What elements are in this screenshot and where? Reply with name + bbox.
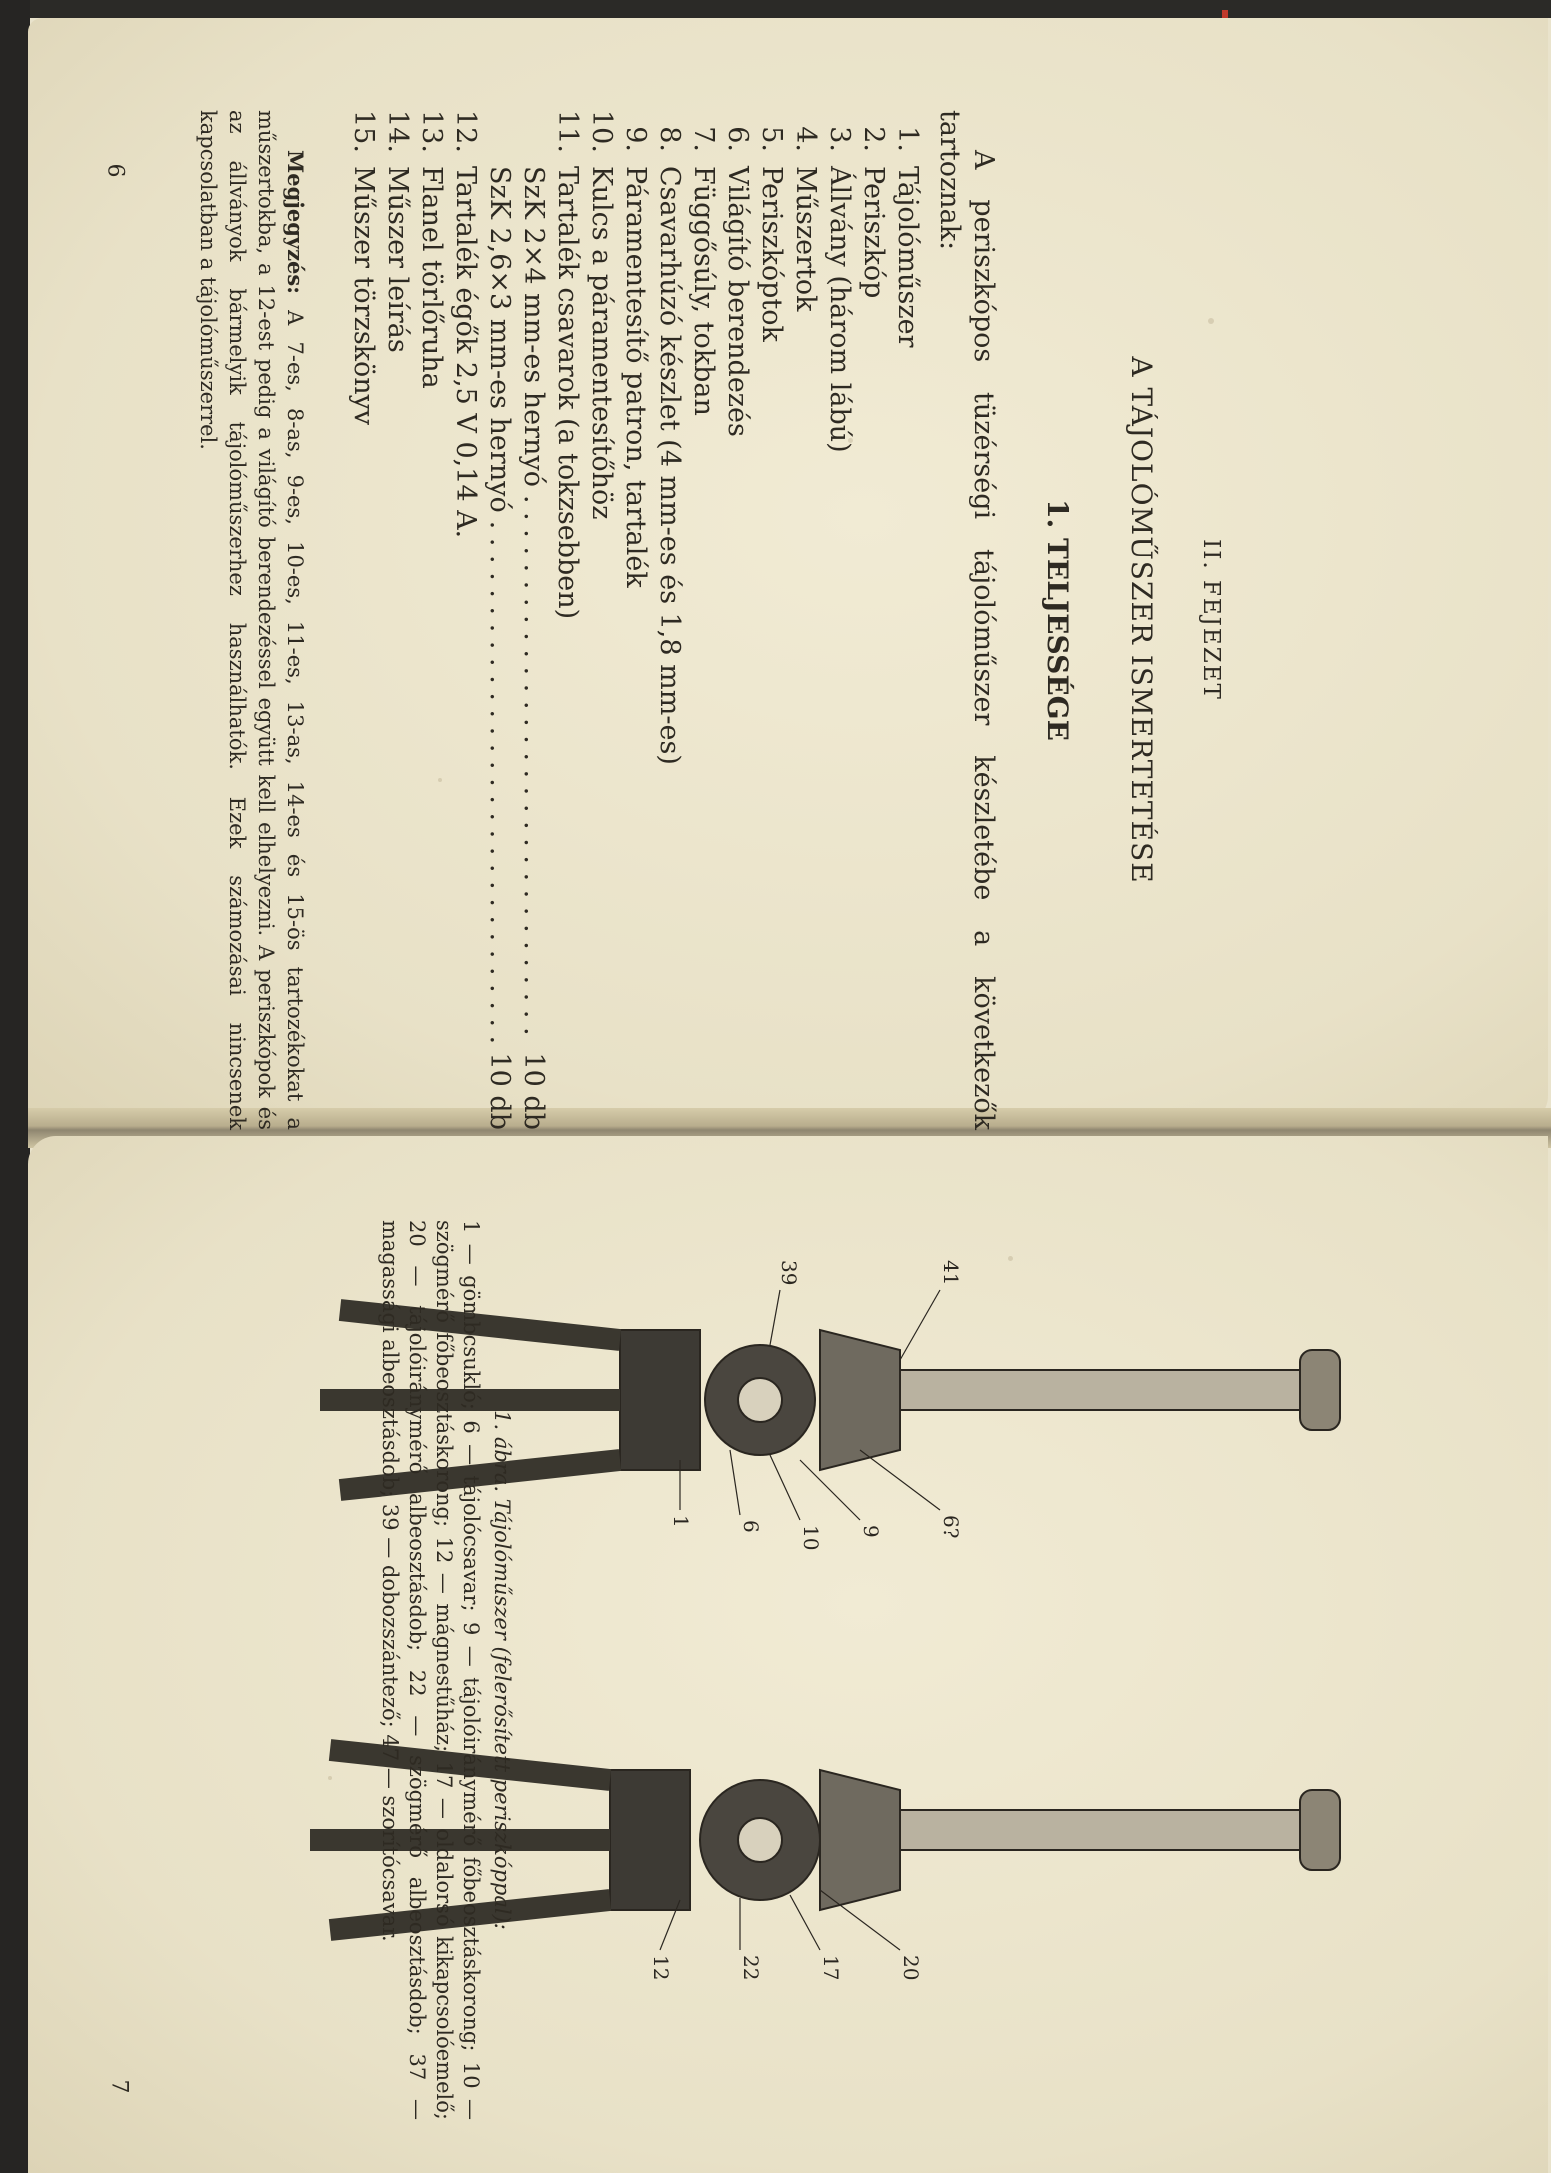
list-item-number: 4. — [790, 126, 821, 152]
list-item-number: 8. — [654, 126, 685, 152]
list-item-number: 9. — [620, 126, 651, 152]
caption-text: 1 — gömbcsukló; 6 — tájolócsavar; 9 — tájolóiránymérő főbeosztáskorong; 10 — szögmérő főbeosztáskorong; 12 — mágnestűház; 17 — oldalorsó kikapcsolóemelő; 20 — tájolóiránymérő albeosztásdob; 22 — szögmérő albeosztásdob; 37 — magassági albeosztásdob; 39 — dobozszántező; 47 — szorítócsavar. — [378, 1220, 483, 2120]
list-item-number: 12. — [450, 110, 481, 153]
list-item-text: Kulcs a páramentesítőhöz — [586, 166, 617, 520]
label-1: 6? — [939, 1515, 963, 1539]
list-item-text: Műszer törzskönyv — [348, 166, 379, 426]
label-9: 17 — [819, 1955, 843, 1981]
spare-screw-item — [516, 110, 550, 1130]
list-item — [346, 110, 380, 1130]
label-7: 39 — [777, 1260, 801, 1286]
list-item-text: Páramentesítő patron, tartalék — [620, 166, 651, 588]
list-item-text: Csavarhúzó készlet (4 mm-es és 1,8 mm-es) — [654, 166, 685, 765]
upper-page-text — [108, 110, 1228, 1130]
label-2: 9 — [859, 1525, 883, 1538]
list-item-number: 13. — [416, 110, 447, 153]
list-item-text: Periszkóptok — [756, 166, 787, 342]
list-item-number: 10. — [586, 110, 617, 153]
note-paragraph — [193, 110, 310, 1130]
spare-screw-quantity: 10 db — [518, 1052, 549, 1130]
page-number-upper: 6 — [102, 163, 128, 178]
label-5: 1 — [669, 1515, 693, 1528]
section-heading: 1. TELJESSÉGE — [1041, 499, 1074, 741]
scan-top-edge — [0, 0, 1551, 18]
list-item — [686, 110, 720, 1130]
list-item-number: 3. — [824, 126, 855, 152]
page-title: A TÁJOLÓMŰSZER ISMERTETÉSE — [1125, 356, 1158, 884]
list-item-number: 1. — [892, 126, 923, 152]
list-item — [652, 110, 686, 1130]
list-item-text: Tartalék égők 2,5 V 0,14 A. — [450, 166, 481, 539]
spare-screw-item — [482, 110, 516, 1130]
list-item — [448, 110, 482, 1130]
chapter-heading: II. FEJEZET — [1198, 539, 1224, 701]
label-6: 41 — [939, 1260, 963, 1286]
list-item-text: Műszer leírás — [382, 166, 413, 353]
list-item-text: Tájolóműszer — [892, 166, 923, 348]
list-item — [380, 110, 414, 1130]
list-item-number: 7. — [688, 126, 719, 152]
label-3: 10 — [799, 1525, 823, 1551]
list-item-text: Állvány (három lábú) — [824, 166, 855, 453]
label-4: 6 — [739, 1520, 763, 1533]
contents-list-continued — [346, 110, 482, 1130]
label-8: 20 — [899, 1955, 923, 1981]
intro-paragraph: A periszkópos tüzérségi tájolóműszer készletébe a következők tartoznak: — [934, 110, 999, 1130]
spare-screw-quantity: 10 db — [484, 1052, 515, 1130]
caption-title: 1. ábra. Tájolóműszer (felerősített periszkóppal): — [490, 1410, 514, 1930]
list-item-text: Világító berendezés — [722, 166, 753, 437]
list-item-number: 11. — [552, 110, 583, 153]
scan-left-edge — [0, 0, 30, 2173]
list-item — [754, 110, 788, 1130]
spare-screws-list — [482, 110, 550, 1130]
leader-dots — [482, 521, 516, 1045]
list-item — [856, 110, 890, 1130]
list-item — [550, 110, 584, 1130]
list-item-text: Flanel törlőruha — [416, 166, 447, 389]
note-text: A 7-es, 8-as, 9-es, 10-es, 11-es, 13-as, 14-es és 15-ös tartozékokat a műszertokba, a 12-est pedig a világító berendezéssel együtt kell elhelyezni. A periszkópok és az állványok bármelyik tájolóműszerhez használhatók. Ezek számozásai nincsenek kapcsolatban a tájolóműszerrel. — [196, 110, 307, 1130]
page-number-lower: 7 — [106, 2079, 132, 2094]
figure-caption — [376, 1220, 515, 2120]
list-item-number: 2. — [858, 126, 889, 152]
spare-screw-text: SzK 2,6×3 mm-es hernyó — [484, 166, 515, 513]
list-item — [890, 110, 924, 1130]
contents-list — [550, 110, 924, 1130]
list-item — [414, 110, 448, 1130]
list-item-number: 6. — [722, 126, 753, 152]
list-item — [788, 110, 822, 1130]
list-item-text: Periszkóp — [858, 166, 889, 299]
leader-dots — [516, 495, 550, 1045]
list-item — [822, 110, 856, 1130]
list-item-text: Függősúly, tokban — [688, 166, 719, 416]
list-item — [584, 110, 618, 1130]
spare-screw-text: SzK 2×4 mm-es hernyó — [518, 166, 549, 487]
list-item-number: 15. — [348, 110, 379, 153]
list-item — [618, 110, 652, 1130]
list-item-text: Műszertok — [790, 166, 821, 312]
label-11: 12 — [649, 1955, 673, 1981]
label-10: 22 — [739, 1955, 763, 1981]
list-item-text: Tartalék csavarok (a tokzsebben) — [552, 166, 583, 620]
list-item-number: 5. — [756, 126, 787, 152]
list-item — [720, 110, 754, 1130]
list-item-number: 14. — [382, 110, 413, 153]
note-label: Megjegyzés: — [283, 150, 308, 294]
